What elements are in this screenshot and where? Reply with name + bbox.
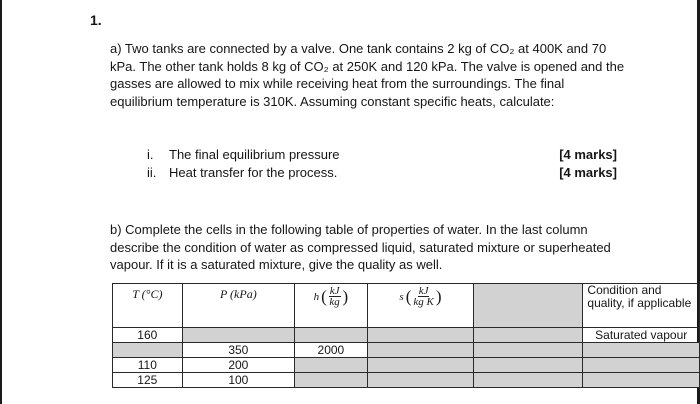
cell-entropy [367, 328, 473, 343]
item-marks: [4 marks] [559, 147, 617, 162]
item-text: The final equilibrium pressure [169, 147, 340, 162]
header-condition: Condition and quality, if applicable [583, 284, 700, 328]
cell-enthalpy [295, 373, 368, 388]
cell-condition [583, 373, 700, 388]
cell-blank [474, 373, 583, 388]
cell-blank [474, 358, 583, 373]
table-row [113, 373, 700, 388]
table-row [113, 343, 700, 358]
part-a-item-1 [147, 147, 617, 162]
table-header-row [113, 284, 700, 328]
part-a-text: a) Two tanks are connected by a valve. One tank contains 2 kg of CO₂ at 400K and 70 kPa. The other tank holds 8 kg of CO₂ at 250K and 120 kPa. The valve is opened and the gasses are allowed to mix while receiving heat from the surroundings. The final equilibrium temperature is 310K. Assuming constant specific heats, calculate: [110, 41, 625, 109]
cell-temperature: 110 [113, 358, 183, 373]
part-b-text: b) Complete the cells in the following table of properties of water. In the last column describe the condition of water as compressed liquid, saturated mixture or superheated vapour. If it is a saturated mixture, give the quality as well. [110, 222, 611, 272]
cell-condition [583, 358, 700, 373]
question-number: 1. [90, 12, 102, 28]
header-blank [474, 284, 583, 328]
cell-entropy [367, 343, 473, 358]
item-marks: [4 marks] [559, 165, 617, 180]
cell-pressure: 350 [182, 343, 294, 358]
header-pressure: P (kPa) [182, 284, 294, 328]
cell-blank [474, 328, 583, 343]
cell-pressure [182, 328, 294, 343]
cell-temperature: 160 [113, 328, 183, 343]
header-temperature: T (°C) [113, 284, 183, 328]
header-enthalpy: h ( $\frac{kJ}{kg}$ ) [295, 284, 368, 328]
cell-pressure: 100 [182, 373, 294, 388]
cell-enthalpy [295, 358, 368, 373]
table-row [113, 328, 700, 343]
cell-pressure: 200 [182, 358, 294, 373]
table-row [113, 358, 700, 373]
item-text: Heat transfer for the process. [169, 165, 338, 180]
item-numeral: ii. [147, 165, 157, 180]
cell-entropy [367, 358, 473, 373]
cell-temperature [113, 343, 183, 358]
cell-condition [583, 343, 700, 358]
cell-enthalpy: 2000 [295, 343, 368, 358]
cell-blank [474, 343, 583, 358]
cell-entropy [367, 373, 473, 388]
cell-condition: Saturated vapour [583, 328, 700, 343]
cell-enthalpy [295, 328, 368, 343]
header-entropy: s ( $\frac{kJ}{\text{kg K}}$ ) [367, 284, 473, 328]
item-numeral: i. [147, 147, 154, 162]
left-border [0, 0, 2, 404]
cell-temperature: 125 [113, 373, 183, 388]
part-a-item-2 [147, 165, 617, 180]
water-properties-table [112, 283, 700, 388]
